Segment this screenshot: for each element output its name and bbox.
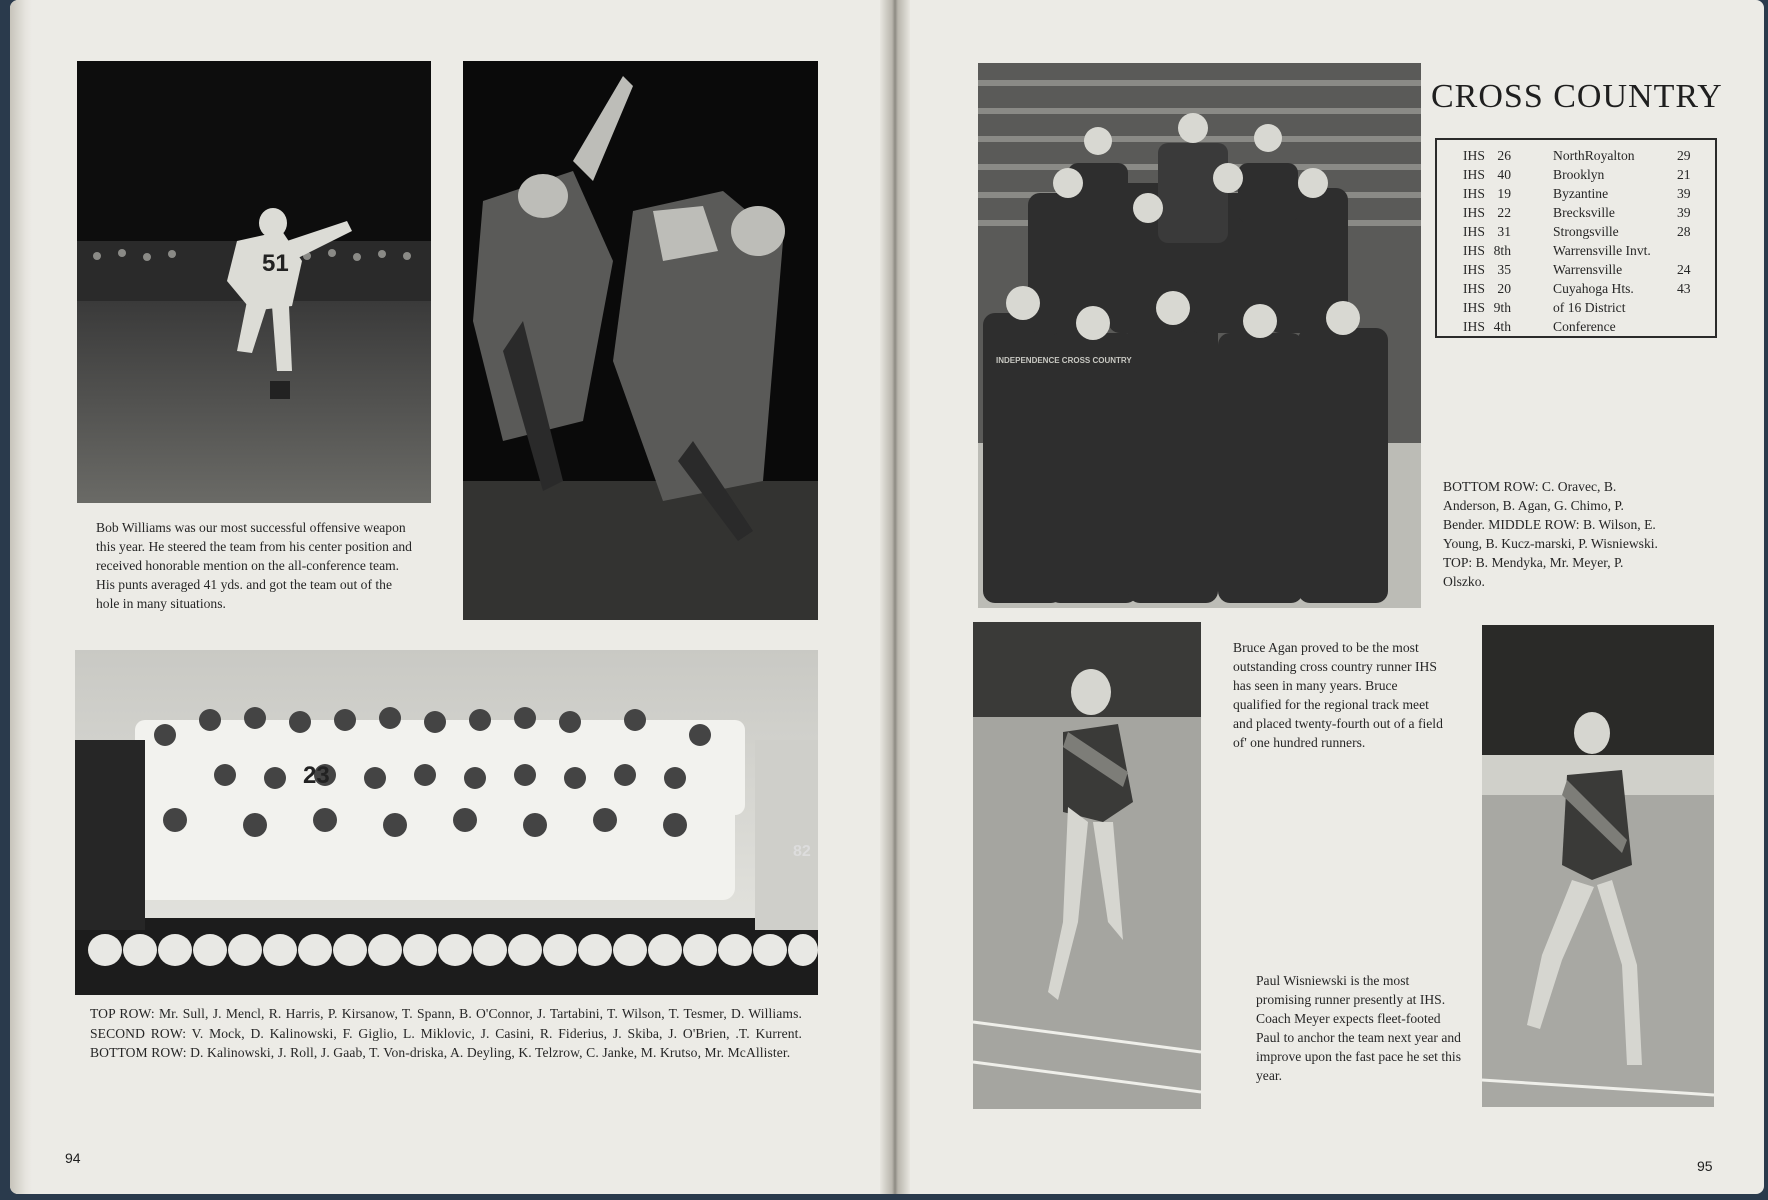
ihs-score-cell: 26 [1497, 148, 1511, 163]
opponent-score-cell: 24 [1677, 262, 1691, 277]
opponent-score-cell: 28 [1677, 224, 1691, 239]
team-cell: IHS [1463, 167, 1485, 182]
table-row [1437, 205, 1715, 224]
table-row [1437, 319, 1715, 338]
page-number-right: 95 [1697, 1158, 1713, 1174]
opponent-score-cell: 21 [1677, 167, 1691, 182]
team-cell: IHS [1463, 262, 1485, 277]
opponent-cell: Brecksville [1553, 205, 1615, 220]
wisniewski-running-photo [1482, 625, 1714, 1107]
scores-table [1435, 138, 1717, 338]
opponent-cell: of 16 District [1553, 300, 1626, 315]
wisniewski-caption: Paul Wisniewski is the most promising runner presently at IHS. Coach Meyer expects fleet-footed Paul to anchor the team next year and improve upon the fast pace he set this year. [1256, 973, 1461, 1083]
opponent-cell: Conference [1553, 319, 1616, 334]
ihs-score-cell: 35 [1497, 262, 1511, 277]
ihs-score-cell: 20 [1497, 281, 1511, 296]
team-jersey-number: 23 [303, 762, 330, 789]
opponent-cell: Warrensville Invt. [1553, 243, 1651, 258]
table-row [1437, 281, 1715, 300]
opponent-score-cell: 39 [1677, 205, 1691, 220]
opponent-cell: NorthRoyalton [1553, 148, 1635, 163]
kicker-photo [77, 61, 431, 503]
coach-jersey-number: 82 [793, 843, 811, 860]
ihs-score-cell: 19 [1497, 186, 1511, 201]
ihs-score-cell: 22 [1497, 205, 1511, 220]
football-team-photo [75, 650, 818, 995]
team-cell: IHS [1463, 205, 1485, 220]
opponent-cell: Strongsville [1553, 224, 1619, 239]
ihs-score-cell: 4th [1493, 319, 1511, 334]
football-action-photo [463, 61, 818, 620]
opponent-cell: Byzantine [1553, 186, 1609, 201]
table-row [1437, 243, 1715, 262]
opponent-score-cell: 43 [1677, 281, 1691, 296]
team-cell: IHS [1463, 186, 1485, 201]
table-row [1437, 300, 1715, 319]
ihs-score-cell: 9th [1493, 300, 1511, 315]
kicker-jersey-number: 51 [262, 250, 289, 277]
team-cell: IHS [1463, 281, 1485, 296]
agan-caption: Bruce Agan proved to be the most outstanding cross country runner IHS has seen in many years. Bruce qualified for the regional track meet and placed twenty-fourth out of a field of' one hundred runners. [1233, 640, 1443, 750]
team-cell: IHS [1463, 300, 1485, 315]
ihs-score-cell: 31 [1497, 224, 1511, 239]
team-cell: IHS [1463, 319, 1485, 334]
ihs-score-cell: 8th [1493, 243, 1511, 258]
table-row [1437, 224, 1715, 243]
sweatshirt-text: INDEPENDENCE CROSS COUNTRY [996, 356, 1132, 365]
table-row [1437, 262, 1715, 281]
agan-running-photo [973, 622, 1201, 1109]
table-row [1437, 186, 1715, 205]
opponent-score-cell: 29 [1677, 148, 1691, 163]
kicker-caption: Bob Williams was our most successful offensive weapon this year. He steered the team from his center position and received honorable mention on the all-conference team. His punts averaged 41 yds. and got the team out of the hole in many situations. [96, 520, 412, 611]
book-spine [880, 0, 910, 1194]
football-team-caption: TOP ROW: Mr. Sull, J. Mencl, R. Harris, P. Kirsanow, T. Spann, B. O'Connor, J. Tartabini, T. Wilson, T. Tesmer, D. Williams. SECOND ROW: V. Mock, D. Kalinowski, F. Giglio, L. Miklovic, J. Casini, R. Fiderius, J. Skiba, J. O'Brien, .T. Kurrent. BOTTOM ROW: D. Kalinowski, J. Roll, J. Gaab, T. Von-driska, A. Deyling, K. Telzrow, C. Janke, M. Krutso, Mr. McAllister. [90, 1006, 802, 1060]
table-row [1437, 167, 1715, 186]
ihs-score-cell: 40 [1497, 167, 1511, 182]
cross-country-team-caption: BOTTOM ROW: C. Oravec, B. Anderson, B. Agan, G. Chimo, P. Bender. MIDDLE ROW: B. Wilson, E. Young, B. Kucz-marski, P. Wisniewski. TOP: B. Mendyka, Mr. Meyer, P. Olszko. [1443, 479, 1658, 589]
page-number-left: 94 [65, 1150, 81, 1166]
page-edge [10, 0, 32, 1194]
opponent-cell: Brooklyn [1553, 167, 1605, 182]
team-cell: IHS [1463, 148, 1485, 163]
team-cell: IHS [1463, 243, 1485, 258]
cross-country-title: CROSS COUNTRY [1431, 78, 1723, 115]
team-cell: IHS [1463, 224, 1485, 239]
opponent-score-cell: 39 [1677, 186, 1691, 201]
cross-country-team-photo [978, 63, 1421, 608]
table-row [1437, 148, 1715, 167]
opponent-cell: Cuyahoga Hts. [1553, 281, 1634, 296]
opponent-cell: Warrensville [1553, 262, 1623, 277]
